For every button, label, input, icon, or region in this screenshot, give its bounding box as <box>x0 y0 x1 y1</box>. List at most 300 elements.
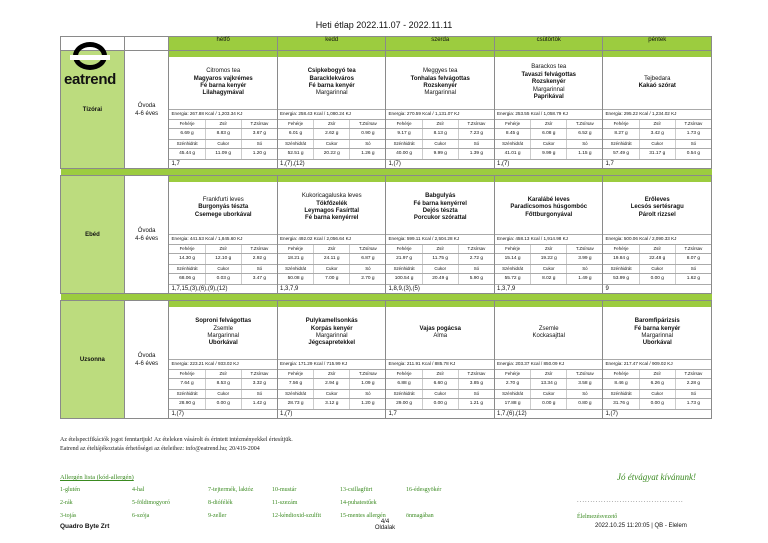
allergen-item: 5-földimogyoró <box>132 500 170 506</box>
nutrient-label: Szénhidrát <box>285 266 307 271</box>
nutrient-value: 0.00 g <box>205 399 241 409</box>
nutrient-values-row <box>495 378 603 389</box>
dish-line: Margarinnal <box>315 90 348 97</box>
nutrient-value: 11.75 g <box>422 254 458 264</box>
nutrient-label: Fehérje <box>396 371 412 376</box>
energy-value: Energia: 458.13 Kcal / 1,914.98 KJ <box>495 234 603 244</box>
nutrient-label: Zsír <box>205 370 241 378</box>
nutrient-labels-row <box>278 244 386 253</box>
nutrient-values-row <box>169 398 277 409</box>
menu-cell <box>494 51 603 169</box>
age-group-label: Óvoda <box>137 102 156 109</box>
dish-line: Frankfurti leves <box>202 196 244 203</box>
nutrient-value: 2.94 g <box>313 379 349 389</box>
meal-label: Ebéd <box>61 176 125 294</box>
dish-line: Paprikával <box>533 94 564 101</box>
dish-line: Margarinnal <box>207 333 240 339</box>
nutrient-values-row <box>386 253 494 264</box>
energy-value: Energia: 258.43 Kcal / 1,080.24 KJ <box>278 109 386 119</box>
nutrient-label: Só <box>458 265 494 273</box>
nutrient-values-row <box>386 398 494 409</box>
nutrient-value: 1.49 g <box>566 274 602 284</box>
nutrient-label: Cukor <box>422 265 458 273</box>
dish-line: Margarinnal <box>641 333 674 339</box>
day-header-4: péntek <box>603 37 712 51</box>
age-range: 4-6 éves <box>135 235 159 242</box>
nutrient-label: Só <box>349 390 385 398</box>
allergen-item: 9-zeller <box>208 513 227 519</box>
nutrient-labels-row <box>603 119 711 128</box>
nutrient-label: Szénhidrát <box>176 141 198 146</box>
nutrient-label: Fehérje <box>288 246 304 251</box>
nutrient-label: Zsír <box>313 120 349 128</box>
nutrient-labels-row <box>386 389 494 398</box>
nutrient-label: Zsír <box>422 370 458 378</box>
nutrient-value: 21.97 g <box>396 256 413 261</box>
nutrient-value: 31.76 g <box>613 401 630 406</box>
dish-line: Margarinnal <box>424 90 457 97</box>
nutrient-label: Szénhidrát <box>393 266 415 271</box>
nutrient-value: 0.00 g <box>639 399 675 409</box>
nutrient-label: Só <box>241 265 277 273</box>
menu-cell <box>386 176 495 294</box>
nutrient-value: 8.53 g <box>205 379 241 389</box>
allergen-item: 3-tojás <box>60 513 77 519</box>
allergen-codes: 1,8,9,(3),(5) <box>386 284 494 293</box>
allergen-codes: 1,3,7,9 <box>495 284 603 293</box>
nutrient-values-row <box>278 398 386 409</box>
nutrient-value: 7.56 g <box>288 381 303 386</box>
menu-cell <box>386 301 495 419</box>
allergen-item: 6-szója <box>132 513 150 519</box>
menu-cell <box>277 176 386 294</box>
allergen-item: 14-puhatestűek <box>340 500 377 506</box>
day-header-3: csütörtök <box>494 37 603 51</box>
nutrient-label: Szénhidrát <box>393 141 415 146</box>
day-header-1: kedd <box>277 37 386 51</box>
nutrient-value: 6.69 g <box>180 131 194 136</box>
nutrient-value: 3.58 g <box>566 379 602 389</box>
nutrient-labels-row <box>603 389 711 398</box>
nutrient-labels-row <box>386 119 494 128</box>
meal-label: Uzsonna <box>61 301 125 419</box>
dish-line: Pulykamellsonkás <box>305 318 358 325</box>
nutrient-labels-row <box>386 264 494 273</box>
notice-line-1: Az ételspecifikációk jogot fenntartjuk! Az ételeken vásárolt és érintett intézményekkel értesítjük. <box>60 437 293 443</box>
nutrient-value: 1.26 g <box>349 149 385 159</box>
nutrient-label: Szénhidrát <box>502 141 524 146</box>
dish-line: Korpás kenyér <box>310 325 353 332</box>
logo-wordmark: eatrend <box>63 71 117 88</box>
menu-cell <box>169 176 278 294</box>
nutrient-values-row <box>169 273 277 284</box>
dish-list <box>495 307 603 359</box>
nutrient-value: 6.87 g <box>349 254 385 264</box>
dish-line: Uborkával <box>642 340 672 347</box>
nutrient-value: 0.90 g <box>349 129 385 139</box>
nutrient-label: Fehérje <box>288 121 304 126</box>
nutrient-values-row <box>603 398 711 409</box>
nutrient-value: 1.20 g <box>349 399 385 409</box>
dish-line: Magyaros vajkrémes <box>193 75 253 82</box>
nutrient-value: 3.85 g <box>458 379 494 389</box>
nutrient-value: 7.64 g <box>180 381 194 386</box>
dish-list <box>169 182 277 234</box>
nutrient-label: Fehérje <box>179 121 195 126</box>
nutrient-label: T.Zsírsav <box>675 245 711 253</box>
nutrient-label: Zsír <box>422 245 458 253</box>
nutrient-value: 2.28 g <box>675 379 711 389</box>
dish-line: Karalábé leves <box>527 196 570 203</box>
nutrient-label: T.Zsírsav <box>349 120 385 128</box>
allergen-codes: 1,(7),(12) <box>278 159 386 168</box>
nutrient-value: 41.01 g <box>504 151 521 156</box>
dish-list <box>603 57 711 109</box>
nutrient-value: 0.00 g <box>530 399 566 409</box>
nutrient-label: Szénhidrát <box>610 391 632 396</box>
allergen-item: 10-mustár <box>272 487 297 493</box>
dish-list <box>386 57 494 109</box>
nutrient-values-row <box>495 148 603 159</box>
nutrient-label: Szénhidrát <box>502 391 524 396</box>
nutrient-value: 13.34 g <box>530 379 566 389</box>
allergen-item: 11-szezám <box>272 500 298 506</box>
nutrient-value: 8.07 g <box>675 254 711 264</box>
nutrient-value: 1.09 g <box>349 379 385 389</box>
dish-line: Lilahagymával <box>202 90 244 97</box>
nutrient-label: Fehérje <box>179 246 195 251</box>
allergen-codes: 9 <box>603 284 711 293</box>
menu-cell <box>603 176 712 294</box>
section-divider <box>61 294 712 301</box>
nutrient-value: 20.49 g <box>422 274 458 284</box>
dish-line: Párolt rizzsel <box>638 211 676 218</box>
allergen-codes: 1,7 <box>169 159 277 168</box>
dish-list <box>278 57 386 109</box>
dish-line: Csipkebogyó tea <box>307 68 356 75</box>
nutrient-labels-row <box>169 389 277 398</box>
energy-value: Energia: 441.53 Kcal / 1,845.60 KJ <box>169 234 277 244</box>
nutrient-labels-row <box>386 244 494 253</box>
dish-line: Fé barna kenyér <box>634 325 681 332</box>
nutrient-label: T.Zsírsav <box>241 120 277 128</box>
dish-list <box>495 182 603 234</box>
nutrient-value: 8.27 g <box>614 131 628 136</box>
nutrient-value: 3.99 g <box>566 254 602 264</box>
nutrient-label: Zsír <box>205 245 241 253</box>
nutrient-label: Só <box>241 390 277 398</box>
dish-line: Citromos tea <box>206 68 241 75</box>
dish-line: Alma <box>433 333 448 339</box>
nutrient-label: Zsír <box>313 370 349 378</box>
dish-line: Paradicsomos húsgombóc <box>510 204 588 211</box>
nutrient-label: Cukor <box>313 390 349 398</box>
nutrient-label: Cukor <box>313 265 349 273</box>
dish-list <box>169 57 277 109</box>
dish-line: Burgonyás tészta <box>198 204 249 211</box>
nutrient-labels-row <box>495 389 603 398</box>
dish-line: Kukoricagaluska leves <box>301 193 362 200</box>
notice-line-2: Eatrend az ételtájékoztatás érhetőségei az ételeihez: info@eatrend.hu; 20/419-2004 <box>60 446 260 452</box>
nutrient-value: 0.00 g <box>639 274 675 284</box>
nutrient-value: 6.26 g <box>639 379 675 389</box>
menu-cell <box>386 51 495 169</box>
nutrient-label: Zsír <box>313 245 349 253</box>
day-header-2: szerda <box>386 37 495 51</box>
nutrient-label: Só <box>458 140 494 148</box>
nutrient-values-row <box>386 273 494 284</box>
nutrient-label: Zsír <box>639 120 675 128</box>
nutrient-value: 31.17 g <box>639 149 675 159</box>
nutrient-label: Só <box>566 390 602 398</box>
nutrient-value: 1.20 g <box>241 149 277 159</box>
nutrient-value: 5.90 g <box>458 274 494 284</box>
dish-line: Rozskenyér <box>531 79 566 86</box>
nutrient-label: Fehérje <box>613 371 629 376</box>
signature-line: ........................................ <box>577 498 684 504</box>
nutrient-value: 14.30 g <box>179 256 196 261</box>
nutrient-label: Fehérje <box>288 371 304 376</box>
nutrient-label: T.Zsírsav <box>458 370 494 378</box>
nutrient-value: 8.45 g <box>505 131 520 136</box>
nutrient-labels-row <box>278 119 386 128</box>
menu-grid <box>60 36 712 419</box>
nutrient-value: 19.22 g <box>530 254 566 264</box>
nutrient-value: 19.84 g <box>613 256 630 261</box>
nutrient-label: T.Zsírsav <box>675 370 711 378</box>
energy-value: Energia: 492.02 Kcal / 2,056.64 KJ <box>278 234 386 244</box>
nutrient-value: 28.90 g <box>179 401 196 406</box>
nutrient-value: 40.00 g <box>396 151 413 156</box>
dish-list <box>495 57 603 109</box>
dish-line: Tonhalas felvágottas <box>410 75 470 82</box>
dish-list <box>278 182 386 234</box>
nutrient-values-row <box>603 128 711 139</box>
company-name: Quadro Byte Zrt <box>60 523 110 530</box>
dish-line: Jégcsapretekkel <box>308 340 356 347</box>
age-group <box>124 176 169 294</box>
nutrient-value: 18.21 g <box>287 256 304 261</box>
allergen-codes: 1,(7) <box>495 159 603 168</box>
nutrient-label: Fehérje <box>613 246 629 251</box>
nutrient-label: Zsír <box>205 120 241 128</box>
dish-list <box>386 182 494 234</box>
energy-value: Energia: 500.06 Kcal / 2,090.33 KJ <box>603 234 711 244</box>
nutrient-value: 9.99 g <box>530 149 566 159</box>
age-range: 4-6 éves <box>135 360 159 367</box>
header-spacer <box>124 37 169 51</box>
nutrient-value: 2.70 g <box>505 381 520 386</box>
nutrient-label: Szénhidrát <box>393 391 415 396</box>
nutrient-label: Cukor <box>530 390 566 398</box>
nutrient-label: T.Zsírsav <box>675 120 711 128</box>
nutrient-value: 24.11 g <box>313 254 349 264</box>
nutrient-value: 1.62 g <box>675 274 711 284</box>
nutrient-value: 57.49 g <box>613 151 630 156</box>
age-range: 4-6 éves <box>135 110 159 117</box>
nutrient-label: Cukor <box>205 140 241 148</box>
nutrient-label: T.Zsírsav <box>241 370 277 378</box>
nutrient-value: 3.32 g <box>241 379 277 389</box>
nutrient-labels-row <box>169 244 277 253</box>
nutrient-value: 9.17 g <box>397 131 411 136</box>
meal-label: Tízórai <box>61 51 125 169</box>
allergen-item: 7-tejtermék, laktóz <box>208 487 254 493</box>
age-group <box>124 301 169 419</box>
nutrient-value: 11.09 g <box>205 149 241 159</box>
nutrient-value: 8.46 g <box>614 381 628 386</box>
nutrient-labels-row <box>603 264 711 273</box>
allergen-codes: 1,7 <box>386 409 494 418</box>
energy-value: Energia: 223.21 Kcal / 933.02 KJ <box>169 359 277 369</box>
dish-list <box>603 307 711 359</box>
nutrient-label: T.Zsírsav <box>458 245 494 253</box>
energy-value: Energia: 599.11 Kcal / 2,504.28 KJ <box>386 234 494 244</box>
nutrient-value: 0.54 g <box>675 149 711 159</box>
allergen-item: 8-diófélék <box>208 500 233 506</box>
dish-line: Uborkával <box>208 340 238 347</box>
nutrient-label: Szénhidrát <box>502 266 524 271</box>
nutrient-labels-row <box>169 264 277 273</box>
energy-value: Energia: 217.47 Kcal / 909.02 KJ <box>603 359 711 369</box>
nutrient-values-row <box>386 148 494 159</box>
nutrient-labels-row <box>495 369 603 378</box>
nutrient-value: 52.51 g <box>287 151 304 156</box>
print-timestamp: 2022.10.25 11:20:05 | QB - Elelem <box>595 523 687 529</box>
allergen-item: 1-glutén <box>60 487 80 493</box>
menu-cell <box>494 301 603 419</box>
nutrient-label: Só <box>566 140 602 148</box>
dish-line: Tavaszi felvágottas <box>521 71 577 78</box>
dish-line: Főttburgonyával <box>525 211 573 218</box>
dish-line: Babgulyás <box>425 193 456 200</box>
dish-line: Erőleves <box>644 196 670 203</box>
nutrient-label: Zsír <box>530 245 566 253</box>
nutrient-value: 2.70 g <box>349 274 385 284</box>
dish-line: Fé barna kenyérrel <box>413 200 467 207</box>
nutrient-labels-row <box>278 139 386 148</box>
nutrient-value: 3.67 g <box>241 129 277 139</box>
dish-line: Margarinnal <box>315 333 348 339</box>
nutrient-value: 1.73 g <box>675 129 711 139</box>
nutrient-value: 28.73 g <box>287 401 304 406</box>
dish-line: Dejós tészta <box>422 208 458 214</box>
nutrient-values-row <box>169 378 277 389</box>
page-number-value: 4/4 <box>380 519 390 525</box>
nutrient-label: Zsír <box>530 370 566 378</box>
nutrient-label: Cukor <box>530 265 566 273</box>
dish-line: Csemege uborkával <box>194 211 252 218</box>
dish-line: Zsemle <box>538 325 559 332</box>
nutrient-value: 9.99 g <box>422 149 458 159</box>
nutrient-label: Fehérje <box>396 246 412 251</box>
nutrient-value: 3.12 g <box>313 399 349 409</box>
nutrient-label: Szénhidrát <box>176 266 198 271</box>
nutrient-values-row <box>386 378 494 389</box>
nutrient-label: Só <box>675 140 711 148</box>
nutrient-value: 6.60 g <box>422 379 458 389</box>
nutrient-labels-row <box>278 369 386 378</box>
page-label: Oldalak <box>374 525 396 531</box>
menu-cell <box>169 51 278 169</box>
nutrient-value: 2.92 g <box>241 254 277 264</box>
nutrient-label: Só <box>458 390 494 398</box>
day-header-0: hétfő <box>169 37 278 51</box>
menu-cell <box>603 301 712 419</box>
dish-line: Baracklekváros <box>309 75 354 82</box>
nutrient-label: Cukor <box>313 140 349 148</box>
nutrient-label: Só <box>566 265 602 273</box>
nutrient-value: 1.42 g <box>241 399 277 409</box>
nutrient-labels-row <box>169 139 277 148</box>
nutrient-value: 29.00 g <box>396 401 413 406</box>
nutrient-values-row <box>495 398 603 409</box>
nutrient-label: T.Zsírsav <box>566 120 602 128</box>
nutrient-label: Cukor <box>639 265 675 273</box>
nutrient-value: 2.62 g <box>313 129 349 139</box>
nutrient-value: 6.88 g <box>397 381 411 386</box>
nutrient-labels-row <box>169 119 277 128</box>
dish-line: Kakaó szórat <box>638 83 676 89</box>
nutrient-value: 7.23 g <box>458 129 494 139</box>
energy-value: Energia: 270.59 Kcal / 1,131.07 KJ <box>386 109 494 119</box>
nutrient-label: Zsír <box>422 120 458 128</box>
allergen-codes: 1,7,15,(3),(6),(9),(12) <box>169 284 277 293</box>
nutrient-label: Fehérje <box>179 371 195 376</box>
allergen-list-title: Allergén lista (kód-allergén) <box>60 474 134 481</box>
energy-value: Energia: 267.88 Kcal / 1,203.34 KJ <box>169 109 277 119</box>
nutrient-label: T.Zsírsav <box>349 370 385 378</box>
nutrient-value: 50.08 g <box>287 276 304 281</box>
nutrient-value: 0.03 g <box>205 274 241 284</box>
nutrient-value: 3.42 g <box>639 129 675 139</box>
dish-line: Tejbedara <box>644 75 671 82</box>
nutrient-labels-row <box>495 264 603 273</box>
dish-line: Rozskenyér <box>423 83 458 89</box>
nutrient-value: 8.02 g <box>530 274 566 284</box>
nutrient-label: Zsír <box>639 245 675 253</box>
allergen-codes: 1,7 <box>603 159 711 168</box>
energy-value: Energia: 253.55 Kcal / 1,058.79 KJ <box>495 109 603 119</box>
energy-value: Energia: 203.37 Kcal / 850.09 KJ <box>495 359 603 369</box>
nutrient-values-row <box>603 273 711 284</box>
menu-cell <box>277 51 386 169</box>
nutrient-value: 100.54 g <box>394 276 414 281</box>
nutrient-labels-row <box>495 139 603 148</box>
nutrient-value: 6.01 g <box>288 131 303 136</box>
nutrient-label: Fehérje <box>613 121 629 126</box>
nutrient-values-row <box>169 128 277 139</box>
nutrient-value: 0.00 g <box>422 399 458 409</box>
nutrient-label: Cukor <box>205 265 241 273</box>
nutrient-value: 0.80 g <box>566 399 602 409</box>
allergen-item: 15-mentes allergén <box>340 513 386 519</box>
signature-label: Élelmezésvezető <box>577 514 618 520</box>
nutrient-value: 7.00 g <box>313 274 349 284</box>
nutrient-values-row <box>278 128 386 139</box>
eatrend-logo <box>60 37 120 93</box>
allergen-item: önmagában <box>406 513 434 519</box>
nutrient-values-row <box>169 253 277 264</box>
menu-cell <box>494 176 603 294</box>
dish-list <box>386 307 494 359</box>
nutrient-value: 15.14 g <box>504 256 521 261</box>
dish-line: Tökfőzelék <box>316 200 348 207</box>
dish-line: Leymagos Fasírttal <box>304 208 360 214</box>
menu-title: Heti étlap 2022.11.07 - 2022.11.11 <box>315 20 453 30</box>
nutrient-label: T.Zsírsav <box>349 245 385 253</box>
dish-line: Fé barna kenyérrel <box>305 215 359 222</box>
